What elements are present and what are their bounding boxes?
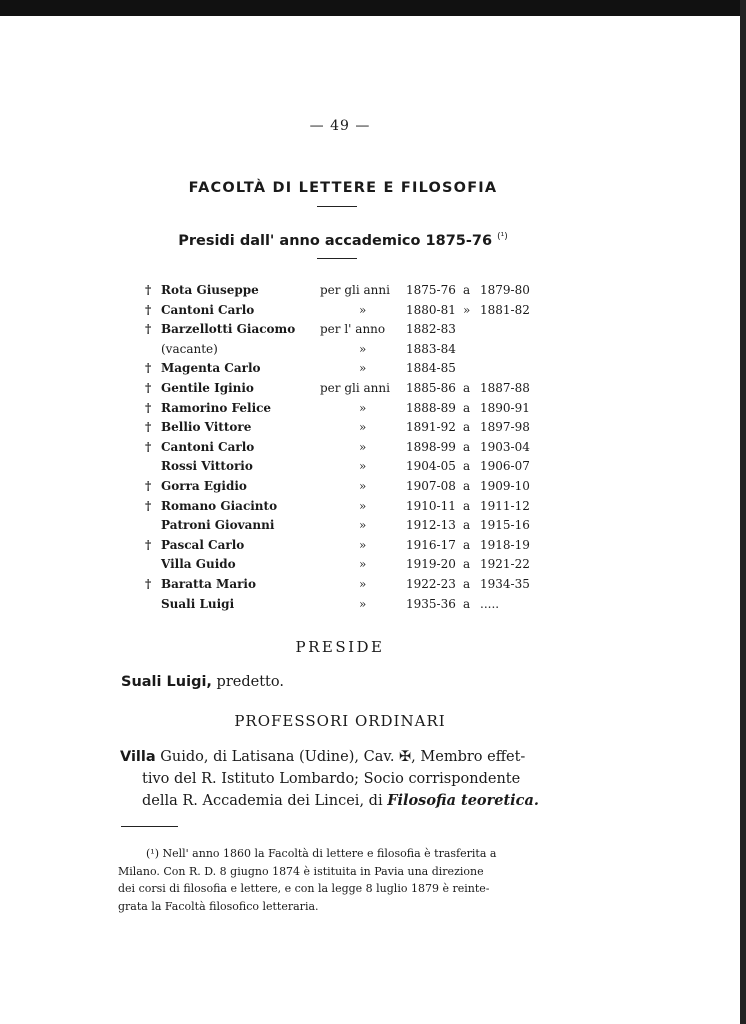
preside-row — [145, 283, 545, 303]
footnote-line-3: dei corsi di filosofia e lettere, e con la legge 8 luglio 1879 è reinte- — [118, 882, 490, 895]
preside-row-name: Barzellotti Giacomo — [161, 322, 296, 337]
professor-surname: Villa — [120, 749, 156, 765]
preside-row — [145, 518, 545, 538]
preside-row-connector: a — [463, 459, 471, 474]
preside-row-period-label: » — [359, 341, 367, 356]
professor-text-3: della R. Accademia dei Lincei, di — [142, 793, 388, 809]
professor-line-1 — [120, 746, 560, 768]
preside-row-end-year: 1911-12 — [480, 498, 530, 513]
professor-text-1: Guido, di Latisana (Udine), Cav. ✠, Membro effet- — [155, 749, 526, 765]
preside-row-connector: a — [463, 576, 471, 591]
footnote-line-1: (¹) Nell' anno 1860 la Facoltà di lettere e filosofia è trasferita a — [146, 847, 497, 860]
preside-row — [145, 322, 545, 342]
preside-row-connector: » — [463, 302, 471, 317]
preside-row-period-label: » — [359, 498, 367, 513]
preside-row-start-year: 1922-23 — [406, 576, 456, 591]
preside-row-name: Baratta Mario — [161, 576, 256, 591]
footnote-line-2: Milano. Con R. D. 8 giugno 1874 è istituita in Pavia una direzione — [118, 864, 484, 878]
preside-row-end-year: 1903-04 — [480, 439, 530, 454]
subtitle — [0, 232, 686, 249]
preside-row-start-year: 1883-84 — [406, 341, 456, 356]
preside-heading: PRESIDE — [295, 638, 385, 656]
preside-row-period-label: » — [359, 302, 367, 317]
preside-row-start-year: 1880-81 — [406, 302, 456, 317]
cross-mark: † — [145, 576, 152, 591]
page-number: — 49 — — [309, 118, 371, 134]
preside-row-period-label: » — [359, 557, 367, 572]
preside-row-connector: a — [463, 380, 471, 395]
preside-row-connector: a — [463, 400, 471, 415]
preside-row-period-label: » — [359, 537, 367, 552]
preside-row-end-year: 1921-22 — [480, 557, 530, 572]
preside-row-name: Magenta Carlo — [161, 361, 261, 376]
preside-row-connector: a — [463, 439, 471, 454]
preside-row — [145, 381, 545, 401]
preside-row-period-label: » — [359, 596, 367, 611]
preside-row-connector: a — [463, 498, 471, 513]
title-rule — [317, 206, 357, 207]
preside-row-end-year: 1879-80 — [480, 283, 530, 297]
preside-row — [145, 303, 545, 323]
preside-row — [145, 577, 545, 597]
preside-row-start-year: 1916-17 — [406, 537, 456, 552]
preside-row-end-year: 1909-10 — [480, 478, 530, 493]
preside-note: predetto. — [211, 674, 284, 690]
preside-row — [145, 479, 545, 499]
preside-row-start-year: 1919-20 — [406, 557, 456, 572]
preside-row-start-year: 1888-89 — [406, 400, 456, 415]
preside-row-period-label: » — [359, 420, 367, 435]
preside-row-end-year: ..... — [480, 596, 500, 611]
professor-subject: Filosofia teoretica. — [387, 792, 539, 809]
scan-top-edge — [0, 0, 746, 16]
preside-row — [145, 361, 545, 381]
preside-row-start-year: 1907-08 — [406, 478, 456, 493]
preside-row — [145, 420, 545, 440]
scan-right-edge — [740, 0, 746, 1024]
preside-row — [145, 538, 545, 558]
cross-mark: † — [145, 283, 152, 297]
preside-row-name: Ramorino Felice — [161, 400, 272, 415]
preside-row-start-year: 1910-11 — [406, 498, 456, 513]
professori-heading: PROFESSORI ORDINARI — [234, 712, 446, 730]
preside-row-name: Romano Giacinto — [161, 498, 278, 513]
cross-mark: † — [145, 400, 152, 415]
footnote — [118, 845, 563, 915]
preside-row — [145, 557, 545, 577]
preside-row-end-year: 1881-82 — [480, 302, 530, 317]
preside-row-name: Villa Guido — [161, 557, 236, 572]
cross-mark: † — [145, 361, 152, 376]
preside-row-connector: a — [463, 537, 471, 552]
preside-row-period-label: » — [359, 478, 367, 493]
preside-row-connector: a — [463, 420, 471, 435]
preside-row-end-year: 1934-35 — [480, 576, 530, 591]
cross-mark: † — [145, 537, 152, 552]
preside-row-connector: a — [463, 478, 471, 493]
professor-line-2: tivo del R. Istituto Lombardo; Socio corrispondente — [142, 771, 521, 787]
preside-row-name: Rossi Vittorio — [161, 459, 253, 474]
preside-row — [145, 597, 545, 617]
preside-row — [145, 342, 545, 362]
preside-row-period-label: per gli anni — [320, 380, 390, 395]
footnote-rule — [121, 826, 178, 827]
preside-row-end-year: 1890-91 — [480, 400, 530, 415]
preside-row-end-year: 1918-19 — [480, 537, 530, 552]
preside-row-name: Gorra Egidio — [161, 478, 247, 493]
cross-mark: † — [145, 439, 152, 454]
preside-row-name: Suali Luigi — [161, 596, 235, 611]
footnote-ref[interactable]: (¹) — [497, 232, 508, 242]
preside-row-period-label: » — [359, 518, 367, 533]
professor-line-3 — [120, 790, 560, 812]
preside-row-start-year: 1884-85 — [406, 361, 456, 376]
footnote-line-4: grata la Facoltà filosofico letteraria. — [118, 899, 319, 913]
preside-row-start-year: 1891-92 — [406, 420, 456, 435]
preside-row-period-label: » — [359, 459, 367, 474]
preside-row — [145, 440, 545, 460]
preside-row-name: Cantoni Carlo — [161, 439, 255, 454]
preside-row-end-year: 1915-16 — [480, 518, 530, 533]
preside-entry — [121, 674, 284, 690]
preside-row-end-year: 1887-88 — [480, 380, 530, 395]
professor-entry — [120, 746, 560, 812]
preside-row — [145, 401, 545, 421]
preside-row-end-year: 1897-98 — [480, 420, 530, 435]
presidi-list — [145, 283, 545, 616]
preside-row-period-label: per gli anni — [320, 283, 390, 297]
cross-mark: † — [145, 420, 152, 435]
cross-mark: † — [145, 322, 152, 337]
preside-row-start-year: 1875-76 — [406, 283, 456, 297]
preside-row-period-label: per l' anno — [320, 322, 386, 337]
cross-mark: † — [145, 302, 152, 317]
faculty-title: FACOLTÀ DI LETTERE E FILOSOFIA — [188, 180, 498, 196]
preside-row-start-year: 1898-99 — [406, 439, 456, 454]
preside-name: Suali Luigi, — [121, 674, 212, 690]
preside-row — [145, 459, 545, 479]
preside-row-period-label: » — [359, 439, 367, 454]
preside-row-start-year: 1885-86 — [406, 380, 456, 395]
preside-row-name: Rota Giuseppe — [161, 283, 259, 297]
cross-mark: † — [145, 498, 152, 513]
preside-row-name: Pascal Carlo — [161, 537, 245, 552]
preside-row-name: Cantoni Carlo — [161, 302, 255, 317]
preside-row-name: Bellio Vittore — [161, 420, 252, 435]
preside-row-period-label: » — [359, 361, 367, 376]
preside-row-period-label: » — [359, 400, 367, 415]
preside-row-connector: a — [463, 283, 471, 297]
preside-row-name: Patroni Giovanni — [161, 518, 275, 533]
cross-mark: † — [145, 380, 152, 395]
preside-row-connector: a — [463, 518, 471, 533]
preside-row-start-year: 1882-83 — [406, 322, 456, 337]
preside-row-end-year: 1906-07 — [480, 459, 530, 474]
subtitle-text: Presidi dall' anno accademico 1875-76 — [178, 232, 493, 249]
preside-row-start-year: 1935-36 — [406, 596, 456, 611]
preside-row — [145, 499, 545, 519]
subtitle-rule — [317, 258, 357, 259]
preside-row-name: (vacante) — [161, 341, 218, 356]
preside-row-start-year: 1912-13 — [406, 518, 456, 533]
cross-mark: † — [145, 478, 152, 493]
preside-row-connector: a — [463, 596, 471, 611]
preside-row-name: Gentile Iginio — [161, 380, 254, 395]
preside-row-start-year: 1904-05 — [406, 459, 456, 474]
preside-row-connector: a — [463, 557, 471, 572]
preside-row-period-label: » — [359, 576, 367, 591]
